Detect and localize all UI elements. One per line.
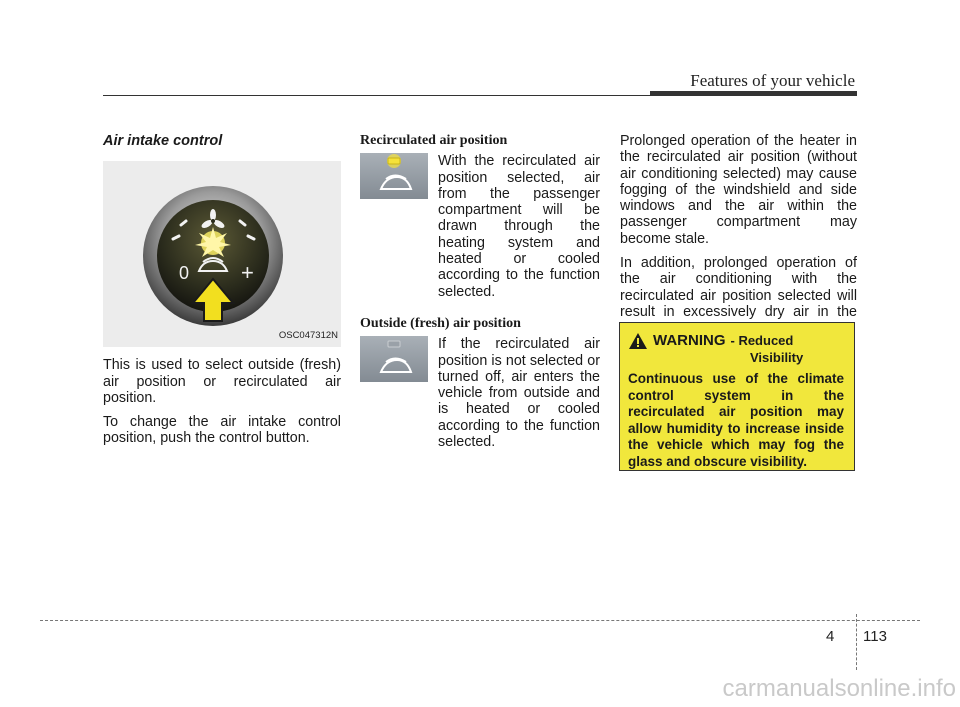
- warning-subtitle: - Reduced: [730, 333, 794, 348]
- outside-air-indicator-icon: [360, 336, 428, 382]
- header-rule-accent: [650, 91, 857, 96]
- paragraph: In addition, prolonged operation of the air conditioning with the recirculated air position selected will result in excessively dry air in the: [620, 255, 857, 320]
- knob-label-plus: +: [241, 260, 254, 286]
- middle-column: [360, 133, 600, 466]
- warning-label: WARNING: [653, 332, 726, 349]
- left-column: [103, 133, 341, 455]
- air-intake-knob-illustration: [103, 161, 341, 347]
- warning-triangle-icon: [628, 332, 648, 350]
- recirculated-block: [360, 153, 600, 300]
- control-knob-figure: [103, 161, 341, 347]
- footer-rule: [40, 620, 920, 621]
- section-heading: Air intake control: [103, 133, 223, 149]
- warning-subtitle-line2: Visibility: [750, 350, 804, 365]
- knob-label-zero: 0: [179, 263, 190, 284]
- recirculated-text: With the recirculated air position selected, air from the passenger compartment will be drawn through the heating system and heated or cooled according to the function selected.: [438, 153, 600, 300]
- figure-code: OSC047312N: [278, 330, 338, 341]
- recirculated-indicator-icon: [360, 153, 428, 199]
- paragraph: Prolonged operation of the heater in the recirculated air position (without air conditioning selected) may cause fogging of the windshield and side windows and the air within the passenger compartment may become stale.: [620, 133, 857, 247]
- warning-body: Continuous use of the climate control system in the recirculated air position may allow humidity to increase inside the vehicle which may fog the glass and obscure visibility.: [628, 371, 844, 469]
- section-number: 4: [826, 628, 835, 645]
- outside-air-text: If the recirculated air position is not selected or turned off, air enters the vehicle from outside and is heated or cooled according to the function selected.: [438, 336, 600, 451]
- warning-box: [619, 322, 855, 471]
- recirculated-heading: Recirculated air position: [360, 133, 508, 148]
- watermark: carmanualsonline.info: [722, 675, 956, 702]
- page-number: 113: [863, 628, 887, 645]
- header-title: Features of your vehicle: [690, 71, 855, 90]
- warning-header: [628, 332, 844, 350]
- right-column: [620, 133, 857, 345]
- outside-air-block: [360, 336, 600, 450]
- paragraph: To change the air intake control position, push the control button.: [103, 414, 341, 447]
- paragraph: This is used to select outside (fresh) air position or recirculated air position.: [103, 357, 341, 406]
- outside-air-heading: Outside (fresh) air position: [360, 315, 521, 331]
- footer-divider: [856, 614, 857, 670]
